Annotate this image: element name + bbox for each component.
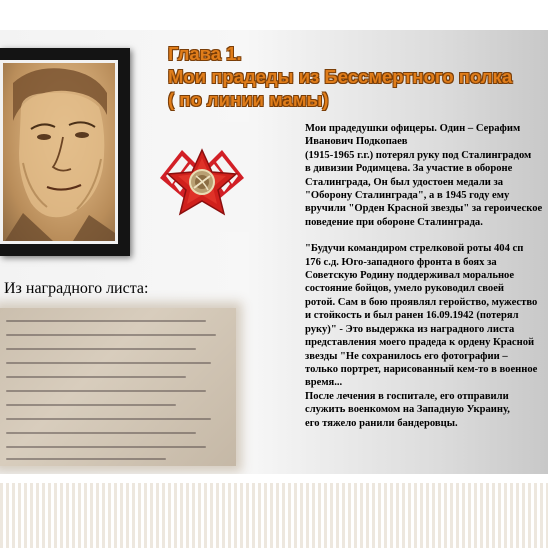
text-line: "Будучи командиром стрелковой роты 404 сп <box>305 243 524 255</box>
award-sheet-label: Из наградного листа: <box>4 280 149 297</box>
slide-title <box>168 42 548 111</box>
text-line: его тяжело ранили бандеровцы. <box>305 417 458 429</box>
title-line-heading: Мои прадеды из Бессмертного полка <box>168 66 513 87</box>
text-line: в дивизии Родимцева. За участие в обороне <box>305 163 513 175</box>
handwriting-stroke <box>6 418 211 420</box>
handwriting-stroke <box>6 348 196 350</box>
bottom-stripes <box>0 483 548 548</box>
text-line: Сталинграда, Он был удостоен медали за <box>305 176 504 188</box>
text-line: состояние бойцов, умело руководил своей <box>305 283 505 295</box>
handwriting-stroke <box>6 404 176 406</box>
text-line: руку)" - Это выдержка из наградного листа <box>305 323 515 335</box>
handwriting-stroke <box>6 390 206 392</box>
paragraph-gap <box>305 229 548 242</box>
slide <box>0 30 548 474</box>
text-line: служить военкомом на Западную Украину, <box>305 404 510 416</box>
handwriting-stroke <box>6 334 216 336</box>
medal-image <box>152 122 252 232</box>
portrait-drawing <box>3 63 115 241</box>
text-line: После лечения в госпитале, его отправили <box>305 390 509 402</box>
text-line: Мои прадедушки офицеры. Один – Серафим <box>305 123 521 134</box>
text-line: Советскую Родину поддерживал моральное <box>305 270 515 282</box>
text-line: представления моего прадеда к ордену Красной <box>305 337 535 349</box>
text-line: "Оборону Сталинграда", а в 1945 году ему <box>305 190 510 202</box>
text-line: 176 с.д. Юго-западного фронта в боях за <box>305 256 497 268</box>
title-line-chapter: Глава 1. <box>168 43 242 64</box>
award-sheet-image <box>0 308 236 466</box>
text-line: звезды "Не сохранилось его фотографии – <box>305 350 508 362</box>
text-line: (1915-1965 г.г.) потерял руку под Сталинградом <box>305 149 532 161</box>
text-line: ротой. Сам в бою проявлял геройство, мужество <box>305 296 538 308</box>
title-line-subtitle: ( по линии мамы) <box>168 89 329 110</box>
handwriting-stroke <box>6 320 206 322</box>
text-line: только портрет, нарисованный кем-то в военное <box>305 363 538 375</box>
portrait-image <box>0 60 118 244</box>
handwriting-stroke <box>6 362 211 364</box>
portrait-frame <box>0 48 130 256</box>
text-line: Иванович Подкопаев <box>305 136 408 148</box>
top-margin <box>0 0 548 30</box>
text-line: и стойкость и был ранен 16.09.1942 (потерял <box>305 310 519 322</box>
text-line: поведение при обороне Сталинграда. <box>305 216 483 228</box>
text-line: время... <box>305 377 343 389</box>
handwriting-stroke <box>6 376 186 378</box>
handwriting-stroke <box>6 446 206 448</box>
story-text <box>305 122 548 430</box>
handwriting-stroke <box>6 458 166 460</box>
handwriting-stroke <box>6 432 196 434</box>
red-star-order-icon <box>152 122 252 232</box>
text-line: вручили "Орден Красной звезды" за героическое <box>305 203 543 215</box>
